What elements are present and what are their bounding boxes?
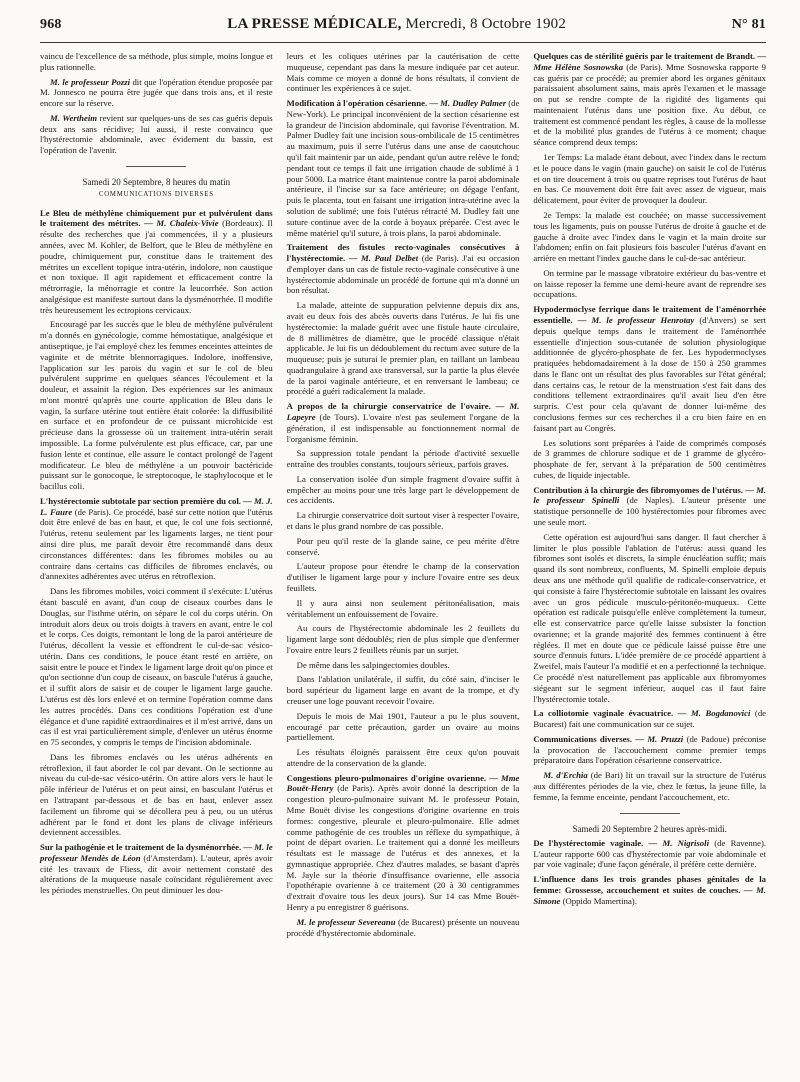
communication-title: Congestions pleuro-pulmonaires d'origine ovarienne.: [286, 772, 487, 783]
column-1: [40, 51, 273, 942]
communication: [533, 874, 766, 906]
communication: [40, 208, 273, 316]
paragraph: Encouragé par les succès que le bleu de méthylène pulvérulent m'a donnés en gynécologie, comme hémostatique, analgésique et antiseptique, je l'ai employé chez les femmes enceintes atteintes de vaginite et de métrite blennorragiques. Indolore, inoffensive, l'application sur les parois du vagin et sur le col de bleu pulvérulent supprime en quelques séances l'écoulement et la douleur, et assainit la région. Des expériences sur les animaux m'ont montré qu'après une courte application de Bleu dans le vagin, la surface utérine tout entière était colorée: la diffusibilité en surface et en profondeur de ce puissant microbicide est précieuse dans la grossesse où un traitement intra-utérin serait impossible. La forme pulvérulente est plus efficace, car, par une fusion lente et continue, elle assure le contact prolongé de l'agent modificateur. Le bleu de méthylène a un pouvoir bactéricide puissant sur le gonocoque, le streptocoque, le staphylocoque et le bacillus coli.: [40, 319, 273, 492]
communication: [533, 734, 766, 766]
paragraph: L'auteur propose pour étendre le champ de la conservation d'utiliser le ligament large pour y inclure l'ovaire entre ses deux feuillets.: [286, 561, 520, 593]
communication-author: — M. le professeur Spinelli: [533, 484, 767, 506]
column-2: [287, 51, 520, 942]
communication: [40, 842, 273, 896]
paragraph: [40, 113, 273, 156]
journal-name: LA PRESSE MÉDICALE,: [227, 16, 402, 32]
paragraph: Les solutions sont préparées à l'aide de comprimés composés de 3 grammes de chlorure sodique et de 1 gramme de glycéro-phosphate de fer, servant à la préparation de 500 centimètres cubes, de liquide injectable.: [533, 437, 767, 480]
paragraph: Au cours de l'hystérectomie abdominale les 2 feuillets du ligament large sont dédoublés; rien de plus simple que d'enfermer l'ovaire entre leurs 2 feuillets réunis par un surjet.: [286, 623, 520, 655]
communication-title: Le Bleu de méthylène chimiquement pur et pulvérulent dans le traitement des métrites.: [40, 207, 273, 229]
paragraph: Dans les fibromes mobiles, voici comment il s'exécute: L'utérus étant basculé en avant, d'un coup de ciseaux courbes dans le Douglas, sur l'isthme utérin, on sépare le col du corps utérin. On introduit alors deux ou trois doigts à travers en avant, entre le col et le corps. Ces doigts, remontant le long de la paroi antérieure de l'utérus, décollent la vessie et effondrent le cul-de-sac vésico-utérin. Dans ces conditions, le pouce étant resté en arrière, on saisit entre le pouce et l'index le ligament large droit qu'on pince et qu'on sectionne d'un coup de ciseaux, on bascule l'utérus à gauche, et il suffit alors de saisir et de couper le ligament large gauche. L'utérus est dès lors enlevé et on termine l'opération comme dans les autres procédés. Dans ces conditions l'opération est d'une élégance et d'une rapidité extraordinaires et il m'est arrivé, dans un cas il est vrai particulièrement simple, d'enlever un utérus énorme en 75 secondes, y compris le temps de l'incision abdominale.: [40, 586, 273, 748]
communication-text: (de New-York). Le principal inconvénient de la section césarienne est la grandeur de l'incision abdominale, qui favorise l'éventration. M. Palmer Dudley fait une incision sous-ombilicale de 15 centimètres au maximum, puis il serre l'utérus dans une anse de caoutchouc qu'il fait maintenir par un aide, pendant qu'un autre relève le fond; pendant tout ce temps il fait une irrigation chaude de sublimé à 1 pour 5000. La matrice étant maintenue contre la paroi abdominale antérieure, il l'incise sur sa face antérieure; on dégage l'enfant, puis le placenta, tout en faisant une irrigation intra-utérine avec la solution de sublimé; une fois l'utérus rétracté M. Dudley fait une suture continue avec de la corde à boyaux préparée. C'est avec le même matériel qu'il suture, à trois plans, la paroi abdominale.: [286, 98, 520, 238]
communication-author: — M. Bogdanovici: [677, 708, 751, 719]
session-heading: Samedi 20 Septembre, 8 heures du matin: [82, 177, 231, 188]
communication-author: — M. le professeur Mendès de Léon: [40, 842, 273, 863]
communication-text: (d'Amsterdam). L'auteur, après avoir cité les travaux de Fliess, dit avoir nettement constaté des altérations de la muqueuse nasale coïncidant régulièrement avec les périodes menstruelles. On peut diminuer les dou-: [40, 852, 273, 896]
paragraph: Cette opération est aujourd'hui sans danger. Il faut chercher à limiter le plus possible l'ablation de l'utérus: aussi quand les fibromes sont isolés et discrets, la simple énucléation suffit; mais quand ils sont nombreux, confluents, M. Spinelli emploie depuis deux ans une méthode qu'il qualifie de radicale-conservatrice, et qui consiste à faire l'hystérectomie subtotale en laissant les ovaires avec un gros pédicule musculo-péritonéo-muqueux. Cette opération est radicale puisqu'elle enlève complètement la tumeur, elle est conservatrice parce qu'elle laisse subsister la fonction ovarienne; et la grande majorité des femmes continuent à être réglées. Il met en doute que ce pédicule laissé puisse être une source d'ennuis futurs. L'idée première de ce procédé appartient à Zweifel, mais l'auteur l'a modifié et en a perfectionné la technique. Ce procédé n'est naturellement pas applicable aux fibromyomes siégeant sur le segment inférieur, auquel cas il faut faire l'hystérectomie totale.: [533, 531, 767, 704]
communication-title: L'hystérectomie subtotale par section première du col.: [40, 495, 241, 506]
communication-text: (d'Anvers) se sert depuis quelque temps dans le traitement de l'aménorrhée essentielle d'injection sous-cutanée de solution physiologique additionnée de glycéro-phosphate de fer. Les hypodermoclyses pratiquées hebdomadairement à la dose de 150 à 250 grammes dans le flanc ont un résultat des plus favorables sur l'état général; dans certains cas, le retour de la menstruation s'est fait dans des conditions tellement extraordinaires qu'il avait lieu d'en être surpris. C'est pour cela qu'avant de donner lui-même des conclusions fermes sur ces recherches il a cru bien faire en en faisant part au Congrès.: [533, 314, 767, 433]
communication-title: Quelques cas de stérilité guéris par le traitement de Brandt.: [533, 51, 756, 61]
paragraph: [287, 917, 520, 939]
issue-date: Mercredi, 8 Octobre 1902: [405, 16, 567, 32]
communication-text: (Bordeaux). Il résulte des recherches que j'ai commencées, il y a plusieurs années, avec M. Kohler, de Belfort, que le Bleu de méthylène en poudre, chimiquement pur, constitue dans le traitement des métrites un excellent topique intra-utérin, indolore, non caustique et non toxique. Il agit rapidement et efficacement contre la métrorragie, la ménorragie et contre la leucorrhée. Son action analgésique est manifeste surtout dans la dysménorrhée. Il modifie très heureusement les ectropions cervicaux.: [40, 218, 273, 315]
paragraph: La malade, atteinte de suppuration pelvienne depuis dix ans, avait eu deux fois des abcès ouverts dans l'utérus. Je lui fis une hystérectomie: la malade guérit avec une fistule haute circulaire, de 8 millimètres de diamètre, que le procédé classique n'était applicable. Je lui fis un dédoublement du rectum avec suture de la muqueuse; puis je suturai le premier plan, en taillant un lambeau quadrangulaire à grand axe transversal, sur la partie la plus élevée de la paroi vaginale antérieure, et en renversant le lambeau; ce procédé a guéri radicalement la malade.: [286, 300, 520, 397]
journal-title-line: [227, 16, 566, 33]
communication: [533, 485, 766, 528]
communication-title: Communications diverses.: [533, 733, 632, 744]
communication-author: — M. Paul Delbet: [348, 253, 419, 264]
communication-title: La colliotomie vaginale évacuatrice.: [533, 708, 674, 719]
communication: [287, 401, 520, 444]
column-3: [533, 51, 766, 942]
communication-author: — Mme Hélène Sosnowska: [533, 51, 767, 72]
paragraph: leurs et les coliques utérines par la cautérisation de cette muqueuse, cependant pas dans la mesure indiquée par cet auteur. Mais comme ce moyen a donné de bons résultats, il convient de continuer les expériences à ce sujet.: [286, 51, 520, 94]
communication-title: A propos de la chirurgie conservatrice de l'ovaire.: [286, 401, 491, 412]
speaker: M. Wertheim: [50, 112, 97, 123]
section-subheading: COMMUNICATIONS DIVERSES: [98, 191, 214, 199]
paragraph: La conservation isolée d'un simple fragment d'ovaire suffit à empêcher au moins pour une très large part le développement de ces accidents.: [286, 473, 520, 506]
communication-text: (de Naples). L'auteur présente une statistique personnelle de 100 hystérectomies pour fibromes avec une seule mort.: [533, 495, 767, 528]
communication-title: L'influence dans les trois grandes phases génitales de la femme: Grossesse, accouchement et suites de couches.: [533, 874, 767, 895]
paragraph: Dans les fibromes enclavés ou les utérus adhérents en rétroflexion, il faut aborder le col par devant. On le sectionne au niveau du cul-de-sac vésico-utérin. On attire alors vers le haut le pôle inférieur de l'utérus et on peut ainsi, en basculant l'utérus et en l'attrapant par-dessous et de bas en haut, enlever assez facilement un fibrome qui se décollera peu à peu, ou un utérus adhérent par le fond et dont les plans de clivage inférieurs deviennent accessibles.: [40, 751, 273, 838]
speaker: M. le professeur Severeanu: [296, 916, 396, 927]
communication: [287, 773, 520, 913]
communication-text: (de Bucarest) fait une communication sur ce sujet.: [533, 708, 767, 730]
session-heading: Samedi 20 Septembre 2 heures après-midi.: [572, 823, 727, 834]
paragraph: Les résultats éloignés paraissent être ceux qu'on pouvait attendre de la conservation de la glande.: [286, 747, 520, 768]
communication-title: De l'hystérectomie vaginale.: [533, 837, 644, 848]
issue-number: N° 81: [731, 17, 766, 32]
speaker: M. d'Erchia: [543, 770, 588, 781]
communication-text: (de Padoue) préconise la provocation de l'accouchement comme premier temps préparatoire dans l'opération césarienne conservatrice.: [533, 733, 767, 766]
paragraph: [40, 77, 273, 109]
communication-title: Contribution à la chirurgie des fibromyomes de l'utérus.: [533, 484, 743, 495]
speaker: M. le professeur Pozzi: [50, 76, 130, 87]
communication: [533, 708, 766, 730]
divider: [126, 166, 186, 167]
communication-author: — M. Chaleix-Vivie: [144, 218, 219, 229]
paragraph: La chirurgie conservatrice doit surtout viser à respecter l'ovaire, et dans le plus grand nombre de cas possible.: [286, 510, 520, 532]
paragraph: vaincu de l'excellence de sa méthode, plus simple, moins longue et plus rationnelle.: [40, 51, 273, 72]
article-columns: [40, 51, 766, 942]
communication-text: (de Paris). J'ai eu occasion d'employer dans un cas de fistule recto-vaginale consécutive à une hystérectomie abdominale un procédé de fortune qui m'a donné un bon résultat.: [286, 253, 520, 296]
paragraph-text: revient sur quelques-uns de ses cas guéris depuis deux ans sans récidive; lui aussi, il reste convaincu que l'hystérectomie abdominale, avec évidement du bassin, est l'opération de l'avenir.: [40, 112, 273, 156]
communication-author: — M. Lapeyre: [286, 401, 520, 422]
communication-author: — M. Dudley Palmer: [429, 98, 507, 109]
communication-author: — M. Pruzzi: [635, 733, 684, 744]
paragraph: Sa suppression totale pendant la période d'activité sexuelle entraîne des troubles constants, toujours sérieux, parfois graves.: [286, 448, 520, 470]
communication: [533, 838, 766, 870]
communication-text: (de Paris). Mme Sosnowska rapporte 9 cas guéris par ce procédé; au premier abord les organes génitaux paraissaient absolument sains, mais après l'examen et le massage on put se rendre compte de la rigidité des ligaments qui maintenaient l'utérus dans une position fixe. Au début, ce traitement est commencé pendant les règles, à cause de la mollesse et de la mobilité plus grandes de l'utérus à ce moment; chaque séance comprend deux temps:: [533, 61, 767, 148]
communication-text: (de Tours). L'ovaire n'est pas seulement l'organe de la génération, il est indispensable au fonctionnement normal de l'organisme féminin.: [286, 412, 520, 444]
paragraph: De même dans les salpingectomies doubles.: [296, 659, 450, 670]
communication: [287, 98, 520, 238]
paragraph-text: (de Bucarest) présente un nouveau procédé d'hystérectomie abdominale.: [286, 916, 520, 938]
communication-title: Modification à l'opération césarienne.: [286, 98, 428, 109]
paragraph: 1er Temps: La malade étant debout, avec l'index dans le rectum et le pouce dans le vagin (main gauche) on saisit le col de l'utérus et on tire doucement à trois ou quatre reprises tout l'utérus de haut en bas. Ce mouvement doit être fait avec assez de vigueur, mais délicatement, pour éviter de provoquer la douleur.: [533, 152, 767, 206]
communication-author: — M. Simone: [533, 884, 767, 906]
communication-author: — Mme Bouët-Henry: [286, 772, 520, 794]
page-number: 968: [40, 17, 62, 32]
paragraph: Depuis le mois de Mai 1901, l'auteur a pu le plus souvent, encouragé par cette précaution, garder un ovaire au moins partiellement.: [286, 710, 520, 743]
communication-author: — M. le professeur Henrotay: [577, 314, 695, 325]
communication-text: (de Ravenne). L'auteur rapporte 600 cas d'hystérectomie par voie abdominale et par voie vaginale; d'une façon générale, il préfère cette dernière.: [533, 837, 767, 870]
paragraph: 2e Temps: la malade est couchée; on masse successivement tous les ligaments, puis on pousse l'utérus de droite à gauche et de gauche à droite avec l'index dans le vagin et la main droite sur l'abdomen; enfin on fait plusieurs fois basculer l'utérus d'avant en arrière en mettant l'index gauche dans le cul-de-sac antérieur.: [533, 209, 767, 264]
communication-text: (de Paris). Après avoir donné la description de la congestion pleuro-pulmonaire suivant M. le professeur Potain, Mme Bouët divise les congestions d'origine ovarienne en trois formes: congestive, pleurale et pleuro-pulmonaire. Elle admet comme pathogénie de ces troubles un réflexe du sympathique, à point de départ ovarien. Le traitement qui a donné les meilleurs résultats est le massage de l'utérus et des annexes, et la gymnastique appropriée. Chez d'autres malades, se basant d'après M. Jayle sur la théorie d'insuffisance ovarienne, elle associa l'opothérapie ovarienne à ce traitement (20 à 30 centigrammes d'extrait d'ovaire tous les deux jours). Sur 14 cas Mme Bouët-Henry a pu enregistrer 8 guérisons.: [286, 783, 520, 913]
communication-title: Sur la pathogénie et le traitement de la dysménorrhée.: [40, 842, 242, 853]
paragraph-text: (de Bari) lit un travail sur la structure de l'utérus aux différentes périodes de la vie, chez le fœtus, la jeune fille, la femme, la femme enceinte, pendant l'accouchement, etc.: [533, 770, 767, 802]
communication-author: — M. Nigrisoli: [648, 837, 709, 848]
paragraph: Pour peu qu'il reste de la glande saine, ce peu mérite d'être conservé.: [286, 535, 520, 557]
paragraph: On termine par le massage vibratoire extérieur du bas-ventre et on laisse reposer la femme une demi-heure avant de reprendre ses occupations.: [533, 267, 767, 300]
communication: [533, 304, 766, 433]
communication-title: Hypodermoclyse ferrique dans le traitement de l'aménorrhée essentielle.: [533, 304, 767, 325]
communication: [287, 242, 520, 296]
communication: [533, 51, 766, 148]
paragraph: Dans l'ablation unilatérale, il suffit, du côté sain, d'inciser le bord supérieur du ligament large en avant de la trompe, et d'y creuser une loge pouvant recevoir l'ovaire.: [286, 674, 520, 706]
communication: [40, 496, 273, 582]
divider: [620, 813, 680, 814]
paragraph-text: dit que l'opération étendue proposée par M. Jonnesco ne pourra être jugée que dans trois ans, et il reste encore sur la réserve.: [40, 76, 273, 109]
paragraph: Il y aura ainsi non seulement péritonéalisation, mais véritablement un enfouissement de l'ovaire.: [286, 597, 520, 619]
communication-text: (de Paris). Ce procédé, basé sur cette notion que l'utérus doit être enlevé de bas en haut, et que, le col une fois sectionné, l'utérus, retenu seulement par les ligaments larges, ne tient pour ainsi dire plus, me paraît devoir être recommandé dans deux circonstances différentes: dans les fibromes mobiles ou au contraire dans certains cas difficiles de fibromes enclavés, ou d'annexites adhérentes avec utérus en rétroflexion.: [40, 506, 273, 582]
page-header: [40, 16, 766, 43]
communication-author: — M. J. L. Faure: [40, 495, 273, 517]
communication-text: (Oppido Mamertina).: [562, 895, 637, 906]
paragraph: [533, 770, 766, 802]
communication-title: Traitement des fistules recto-vaginales consécutives à l'hystérectomie.: [286, 242, 520, 264]
